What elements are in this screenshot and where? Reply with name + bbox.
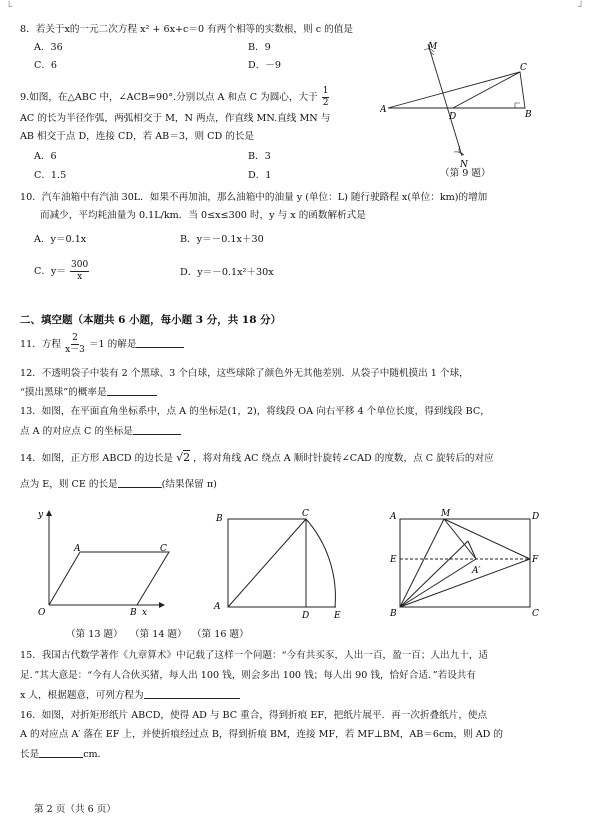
q9-stem-line2: AC 的长为半径作弧，两弧相交于 M，N 两点，作直线 MN.直线 MN 与 [20, 113, 331, 124]
fig9-label-a: A [380, 105, 387, 115]
q10-option-b: B．y＝－0.1x＋30 [180, 234, 264, 245]
q14-line1 [20, 452, 494, 465]
q13-answer-blank[interactable] [133, 425, 181, 435]
q11-prefix: 11．方程 [20, 339, 61, 350]
q13-line2-text: 点 A 的对应点 C 的坐标是 [20, 426, 133, 437]
q8-option-b: B．9 [248, 42, 271, 53]
fig16-label-f: F [532, 555, 539, 565]
q16-line3-suffix: cm． [83, 749, 108, 760]
q9-figure-caption: （第 9 题） [440, 168, 491, 179]
q9-stem-text1: 9.如图，在△ABC 中，∠ACB=90°.分别以点 A 和点 C 为圆心，大于 [20, 92, 318, 103]
fig13-label-b: B [130, 608, 137, 618]
q11-suffix: ＝1 的解是 [88, 339, 137, 350]
q16-line2: A 的对应点 A′ 落在 EF 上，并使折痕经过点 B，得到折痕 BM，连接 MF，若 MF⊥BM，AB＝6cm，则 AD 的 [20, 729, 504, 740]
q12-answer-blank[interactable] [107, 386, 157, 396]
q14-line2 [20, 478, 217, 491]
q11-den: x－3 [65, 345, 85, 355]
q10-option-c-fraction [70, 260, 89, 283]
corner-mark-top-left: └ [6, 2, 13, 13]
q15-line1: 15．我国古代数学著作《九章算术》中记载了这样一个问题：“今有共买豕，人出一百，盈一百；人出九十，适 [20, 650, 489, 661]
q8-option-c: C．6 [34, 60, 58, 71]
fig13-label-y: y [38, 510, 44, 520]
q14-line2-prefix: 点为 E，则 CE 的长是 [20, 479, 118, 490]
fig16-label-b: B [390, 609, 397, 619]
q15-line3-text: x 人，根据题意，可列方程为 [20, 690, 144, 701]
q16-answer-blank[interactable] [39, 748, 83, 758]
q9-option-b: B．3 [248, 151, 271, 162]
q10-stem-line2: 而减少，平均耗油量为 0.1L/km．当 0≤x≤300 时，y 与 x 的函数解析式是 [40, 210, 366, 221]
q12-line1: 12．不透明袋子中装有 2 个黑球、3 个白球，这些球除了颜色外无其他差别．从袋子中随机摸出 1 个球， [20, 368, 469, 379]
fig13-label-o: O [38, 608, 46, 618]
q9-option-c: C．1.5 [34, 170, 67, 181]
q16-line3-prefix: 长是 [20, 749, 40, 760]
q10-option-a: A．y＝0.1x [34, 234, 87, 245]
q15-line2: 足．”其大意是：“今有人合伙买猪，每人出 100 钱，则会多出 100 钱；每人出 90 钱，恰好合适．”若设共有 [20, 670, 476, 681]
q12-line2-text: “摸出黑球”的概率是 [20, 387, 107, 398]
fig14-label-a: A [214, 602, 221, 612]
fig16-label-a-prime: A′ [472, 566, 481, 576]
fig16-label-e: E [390, 555, 397, 565]
q14-answer-blank[interactable] [118, 478, 162, 488]
fig9-label-b: B [525, 110, 532, 120]
q12-line2 [20, 386, 157, 399]
q11-fraction [65, 333, 85, 356]
q11-answer-blank[interactable] [136, 338, 184, 348]
figure-q9 [380, 36, 540, 176]
fig9-label-c: C [520, 63, 527, 73]
figure-q13 [34, 505, 184, 625]
caption-q16: （第 16 题） [192, 629, 249, 640]
fig16-label-c: C [532, 609, 539, 619]
q10-option-c [34, 260, 90, 283]
fig14-label-d: D [302, 611, 310, 620]
q15-line3 [20, 689, 240, 702]
q9-stem-line1 [20, 86, 330, 109]
q14-line2-suffix: (结果保留 π) [161, 479, 217, 490]
q14-sqrt: √2 [176, 451, 191, 464]
fig16-label-m: M [441, 509, 451, 519]
fig16-label-d: D [532, 512, 540, 522]
q8-option-a: A．36 [34, 42, 63, 53]
fig9-label-m: M [428, 42, 438, 52]
caption-q13: （第 13 题） [66, 629, 123, 640]
fig14-label-c: C [302, 509, 309, 519]
fig14-label-e: E [334, 611, 341, 620]
q13-line2 [20, 425, 181, 438]
q9-fraction [322, 86, 330, 109]
q10-stem-line1: 10．汽车油箱中有汽油 30L．如果不再加油，那么油箱中的油量 y (单位：L) 随行驶路程 x(单位：km)的增加 [20, 192, 488, 203]
q9-stem-line3: AB 相交于点 D，连接 CD，若 AB＝3，则 CD 的长是 [20, 131, 255, 142]
q11-num: 2 [72, 333, 78, 343]
q10-option-c-prefix: C．y＝ [34, 266, 66, 277]
fig13-label-x: x [142, 608, 148, 618]
fig9-label-d: D [449, 112, 457, 122]
corner-mark-top-right: ┘ [578, 2, 585, 13]
q16-line1: 16．如图，对折矩形纸片 ABCD，使得 AD 与 BC 重合，得到折痕 EF，把纸片展平．再一次折叠纸片，使点 [20, 710, 488, 721]
figure-q16 [386, 505, 546, 620]
q14-line1-prefix: 14．如图，正方形 ABCD 的边长是 [20, 453, 174, 464]
fig16-label-a: A [390, 512, 397, 522]
fig13-label-c: C [160, 544, 167, 554]
q16-line3 [20, 748, 107, 761]
caption-q14: （第 14 题） [130, 629, 187, 640]
fig14-label-b: B [216, 514, 223, 524]
q8-stem: 8．若关于x的一元二次方程 x² + 6x+c＝0 有两个相等的实数根，则 c 的值是 [20, 24, 353, 35]
q10-c-den: x [77, 272, 83, 282]
q9-option-a: A．6 [34, 151, 57, 162]
fig13-label-a: A [74, 544, 81, 554]
q9-option-d: D．1 [248, 170, 272, 181]
q11 [20, 333, 184, 356]
q8-option-d: D．－9 [248, 60, 281, 71]
section-2-title: 二、填空题（本题共 6 小题，每小题 3 分，共 18 分） [20, 314, 282, 326]
q14-line1-suffix: ，将对角线 AC 绕点 A 顺时针旋转∠CAD 的度数，点 C 旋转后的对应 [193, 453, 494, 464]
figure-q14 [206, 505, 356, 620]
q10-c-num: 300 [71, 260, 89, 270]
q9-frac-den: 2 [322, 98, 329, 108]
q13-line1: 13．如图，在平面直角坐标系中，点 A 的坐标是(1，2)，将线段 OA 向右平移 4 个单位长度，得到线段 BC， [20, 406, 490, 417]
q15-answer-blank[interactable] [144, 689, 240, 699]
fig9-label-n: N [460, 160, 468, 170]
q10-option-d: D．y＝－0.1x²＋30x [180, 267, 274, 278]
page-footer: 第 2 页（共 6 页） [34, 804, 116, 815]
q14-sqrt-value: 2 [183, 451, 191, 464]
q9-frac-num: 1 [322, 86, 329, 96]
